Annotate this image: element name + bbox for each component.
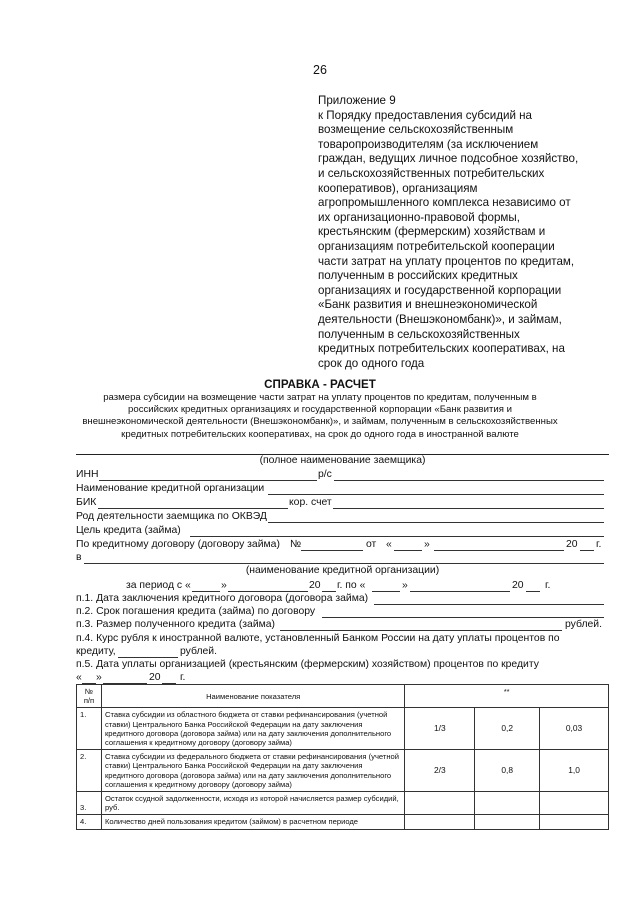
row-value-3[interactable]: [540, 815, 609, 829]
credit-org-caption: (наименование кредитной организации): [245, 565, 440, 576]
appendix-line: полученным в российских кредитных: [318, 269, 518, 283]
p3-rubles-label: рублей.: [565, 619, 602, 630]
appendix-line: полученным в сельскохозяйственных: [318, 327, 520, 341]
purpose-label: Цель кредита (займа): [76, 525, 181, 536]
credit-org-label: Наименование кредитной организации: [76, 483, 265, 494]
row-value-2: 0,2: [475, 708, 540, 750]
p1-label: п.1. Дата заключения кредитного договора (договора займа): [76, 593, 369, 604]
row-num: 2.: [77, 750, 102, 792]
appendix-line: товаропроизводителям (за исключением: [318, 137, 539, 151]
agreement-quote-open: «: [386, 539, 392, 550]
page-number: 26: [313, 63, 327, 77]
row-num: 1.: [77, 708, 102, 750]
row-name: Остаток ссудной задолженности, исходя из которой начисляется размер субсидий, руб.: [101, 792, 404, 815]
inn-label: ИНН: [76, 469, 99, 480]
appendix-line: срок до одного года: [318, 356, 425, 370]
p5-year-prefix: 20: [149, 672, 161, 683]
row-value-2[interactable]: [475, 792, 540, 815]
document-title: СПРАВКА - РАСЧЕТ: [264, 378, 376, 391]
subtitle-line: кредитных потребительских кооперативах, на срок до одного года в иностранной валюте: [121, 428, 519, 440]
credit-org-field[interactable]: [268, 494, 604, 495]
period-start-year-prefix: 20: [309, 580, 321, 591]
p3-field[interactable]: [280, 630, 562, 631]
row-value-1[interactable]: [405, 792, 475, 815]
subtitle-line: российских кредитных организациях и государственной корпорации «Банк развития и: [128, 404, 512, 416]
period-end-day[interactable]: [372, 591, 400, 592]
row-value-1: 2/3: [405, 750, 475, 792]
rs-field[interactable]: [334, 480, 604, 481]
bik-field[interactable]: [98, 508, 288, 509]
agreement-day-field[interactable]: [394, 550, 422, 551]
row-value-1[interactable]: [405, 815, 475, 829]
row-value-3[interactable]: [540, 792, 609, 815]
agreement-year-suffix: г.: [596, 539, 602, 550]
purpose-field[interactable]: [190, 536, 604, 537]
agreement-ot-label: от: [366, 539, 377, 550]
p2-label: п.2. Срок погашения кредита (займа) по договору: [76, 606, 316, 617]
p4-credit-label: кредиту,: [76, 646, 116, 657]
table-header-row: [77, 685, 609, 708]
calculation-table: [76, 684, 609, 830]
p5-day-field[interactable]: [82, 683, 96, 684]
appendix-line: крестьянским (фермерским) хозяйствам и: [318, 225, 546, 239]
table-row: [77, 708, 609, 750]
in-label: в: [76, 552, 82, 563]
table-row: [77, 792, 609, 815]
table-row: [77, 750, 609, 792]
p5-label: п.5. Дата уплаты организацией (крестьянским (фермерским) хозяйством) процентов по кредиту: [76, 659, 539, 670]
p5-month-field[interactable]: [103, 683, 147, 684]
period-end-close-quote: »: [402, 580, 408, 591]
subtitle-line: размера субсидии на возмещение части затрат на уплату процентов по кредитам, полученным в: [103, 392, 537, 403]
agreement-year-field[interactable]: [580, 550, 594, 551]
okved-field[interactable]: [268, 522, 604, 523]
appendix-line: агропромышленного комплекса независимо от: [318, 196, 571, 210]
appendix-line: и сельскохозяйственных потребительских: [318, 166, 545, 180]
kor-schet-field[interactable]: [333, 508, 604, 509]
agreement-number-field[interactable]: [301, 550, 363, 551]
agreement-label: По кредитному договору (договору займа): [76, 539, 280, 550]
appendix-block: [318, 94, 618, 371]
credit-org-name-field[interactable]: [84, 563, 604, 564]
row-value-2: 0,8: [475, 750, 540, 792]
row-value-3: 0,03: [540, 708, 609, 750]
p3-label: п.3. Размер полученного кредита (займа): [76, 619, 276, 630]
period-end-year-prefix: 20: [512, 580, 524, 591]
okved-label: Род деятельности заемщика по ОКВЭД: [76, 511, 267, 522]
subtitle-line: внешнеэкономической деятельности (Внешэкономбанк)», и займам, полученным в сельскохозяйственных: [82, 416, 558, 428]
period-start-close-quote: »: [221, 580, 227, 591]
p4-label: п.4. Курс рубля к иностранной валюте, установленный Банком России на дату уплаты процентов по: [76, 633, 560, 644]
kor-schet-label: кор. счет: [289, 497, 332, 508]
agreement-no-label: №: [290, 539, 302, 550]
period-end-year[interactable]: [526, 591, 540, 592]
header-values: **: [405, 685, 609, 708]
period-label: за период с «: [126, 580, 191, 591]
row-name: Ставка субсидии из областного бюджета от ставки рефинансирования (учетной ставки) Центрального Банка Российской Федерации на дату заключения кредитного договора (договора займа) или на дату заключения дополнительного соглашения к кредитному договору (договору займа): [101, 708, 404, 750]
row-value-2[interactable]: [475, 815, 540, 829]
appendix-line: к Порядку предоставления субсидий на: [318, 108, 532, 122]
p1-field[interactable]: [374, 604, 604, 605]
bik-label: БИК: [76, 497, 97, 508]
appendix-line: кредитных потребительских кооперативах, на: [318, 342, 565, 356]
p4-rubles-label: рублей.: [180, 646, 217, 657]
appendix-line: их организационно-правовой формы,: [318, 210, 520, 224]
appendix-line: деятельности (Внешэкономбанк)», и займам,: [318, 312, 562, 326]
document-subtitle: [60, 392, 580, 441]
borrower-name-caption: (полное наименование заемщика): [259, 455, 426, 466]
p5-quote-close: »: [96, 672, 102, 683]
agreement-month-field[interactable]: [434, 550, 564, 551]
row-name: Количество дней пользования кредитом (займом) в расчетном периоде: [101, 815, 404, 829]
p5-quote-open: «: [76, 672, 82, 683]
period-end-year-suffix: г.: [545, 580, 551, 591]
agreement-quote-close: »: [424, 539, 430, 550]
appendix-line: возмещение сельскохозяйственным: [318, 123, 514, 137]
row-value-1: 1/3: [405, 708, 475, 750]
row-num: 4.: [77, 815, 102, 829]
table-row: [77, 815, 609, 829]
rs-label: р/с: [318, 469, 332, 480]
appendix-line: части затрат на уплату процентов по кредитам,: [318, 254, 575, 268]
row-value-3: 1,0: [540, 750, 609, 792]
row-name: Ставка субсидии из федерального бюджета от ставки рефинансирования (учетной ставки) Центрального Банка Российской Федерации на дату заключения кредитного договора (договора займа) или на дату заключения дополнительного соглашения к кредитному договору (договору займа): [101, 750, 404, 792]
appendix-line: граждан, ведущих личное подсобное хозяйство,: [318, 152, 579, 166]
appendix-line: организациях и государственной корпорации: [318, 283, 562, 297]
appendix-line: Приложение 9: [318, 94, 396, 107]
header-name: Наименование показателя: [101, 685, 404, 708]
inn-field[interactable]: [99, 480, 317, 481]
p2-field[interactable]: [322, 617, 604, 618]
header-num: № п/п: [77, 685, 102, 708]
appendix-line: организациям потребительской кооперации: [318, 239, 555, 253]
p5-year-suffix: г.: [180, 672, 186, 683]
period-end-month[interactable]: [410, 591, 510, 592]
row-num: 3.: [77, 792, 102, 815]
p5-year-field[interactable]: [162, 683, 176, 684]
period-to-label: г. по «: [337, 580, 366, 591]
agreement-year-prefix: 20: [566, 539, 578, 550]
appendix-line: «Банк развития и внешнеэкономической: [318, 298, 538, 312]
appendix-line: кооперативов), организациям: [318, 181, 478, 195]
